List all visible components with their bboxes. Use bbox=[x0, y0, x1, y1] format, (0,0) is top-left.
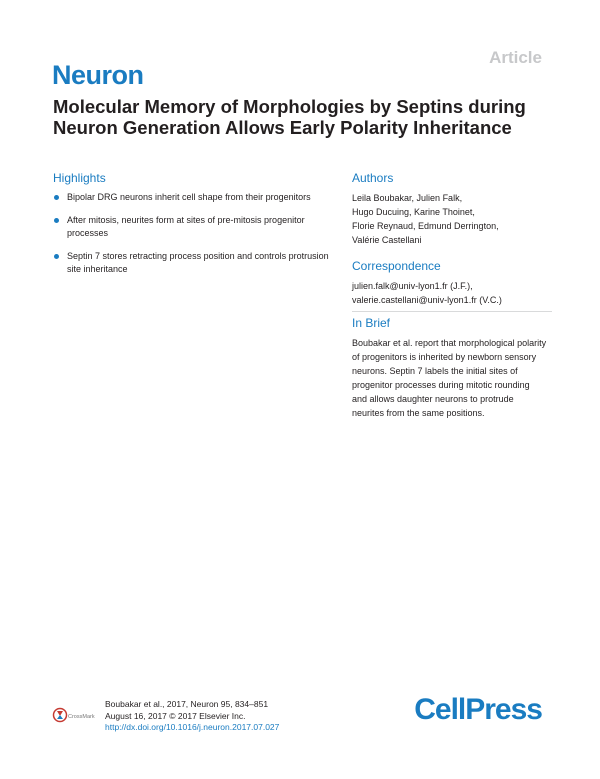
cellpress-logo-press: Press bbox=[465, 693, 542, 726]
highlight-item bbox=[53, 191, 338, 205]
authors-heading: Authors bbox=[352, 171, 394, 185]
bullet-icon bbox=[54, 195, 59, 200]
highlight-text: Septin 7 stores retracting process position and controls protrusion site inheritance bbox=[67, 250, 329, 274]
section-divider bbox=[352, 311, 552, 312]
cellpress-logo bbox=[414, 693, 542, 727]
crossmark-logo[interactable] bbox=[52, 707, 102, 723]
author-line: Leila Boubakar, Julien Falk, bbox=[352, 193, 463, 203]
correspondence-section bbox=[352, 259, 552, 307]
authors-section bbox=[352, 171, 552, 247]
author-line: Valérie Castellani bbox=[352, 235, 422, 245]
article-type-label: Article bbox=[489, 48, 542, 67]
correspondence-heading: Correspondence bbox=[352, 259, 441, 273]
bullet-icon bbox=[54, 254, 59, 259]
in-brief-heading: In Brief bbox=[352, 316, 391, 330]
highlights-list bbox=[53, 191, 338, 277]
highlight-item bbox=[53, 250, 338, 277]
author-line: Hugo Ducuing, Karine Thoinet, bbox=[352, 207, 475, 217]
highlights-heading: Highlights bbox=[53, 171, 106, 185]
bullet-icon bbox=[54, 218, 59, 223]
citation-text: Boubakar et al., 2017, Neuron 95, 834–851 bbox=[105, 699, 269, 709]
author-line: Florie Reynaud, Edmund Derrington, bbox=[352, 221, 499, 231]
correspondence-email[interactable]: julien.falk@univ-lyon1.fr (J.F.), bbox=[352, 281, 473, 291]
in-brief-section bbox=[352, 311, 552, 420]
paper-title: Molecular Memory of Morphologies by Septins during Neuron Generation Allows Early Polarity Inheritance bbox=[53, 96, 526, 138]
highlights-section bbox=[53, 171, 338, 286]
crossmark-label: CrossMark bbox=[68, 714, 95, 720]
correspondence-email[interactable]: valerie.castellani@univ-lyon1.fr (V.C.) bbox=[352, 295, 502, 305]
cellpress-logo-cell: Cell bbox=[414, 693, 466, 726]
highlight-item bbox=[53, 214, 338, 241]
journal-name: Neuron bbox=[52, 60, 144, 90]
citation-footer bbox=[105, 699, 279, 734]
doi-link[interactable]: http://dx.doi.org/10.1016/j.neuron.2017.07.027 bbox=[105, 722, 280, 732]
publication-date: August 16, 2017 © 2017 Elsevier Inc. bbox=[105, 710, 246, 721]
highlight-text: Bipolar DRG neurons inherit cell shape from their progenitors bbox=[67, 192, 311, 202]
highlight-text: After mitosis, neurites form at sites of pre-mitosis progenitor processes bbox=[67, 214, 305, 238]
in-brief-text: Boubakar et al. report that morphological polarity of progenitors is inherited by newborn sensory neurons. Septin 7 labels the initial sites of progenitor processes during mitotic rounding and allows daughter neurons to protrude neurites from the same positions. bbox=[352, 338, 547, 418]
